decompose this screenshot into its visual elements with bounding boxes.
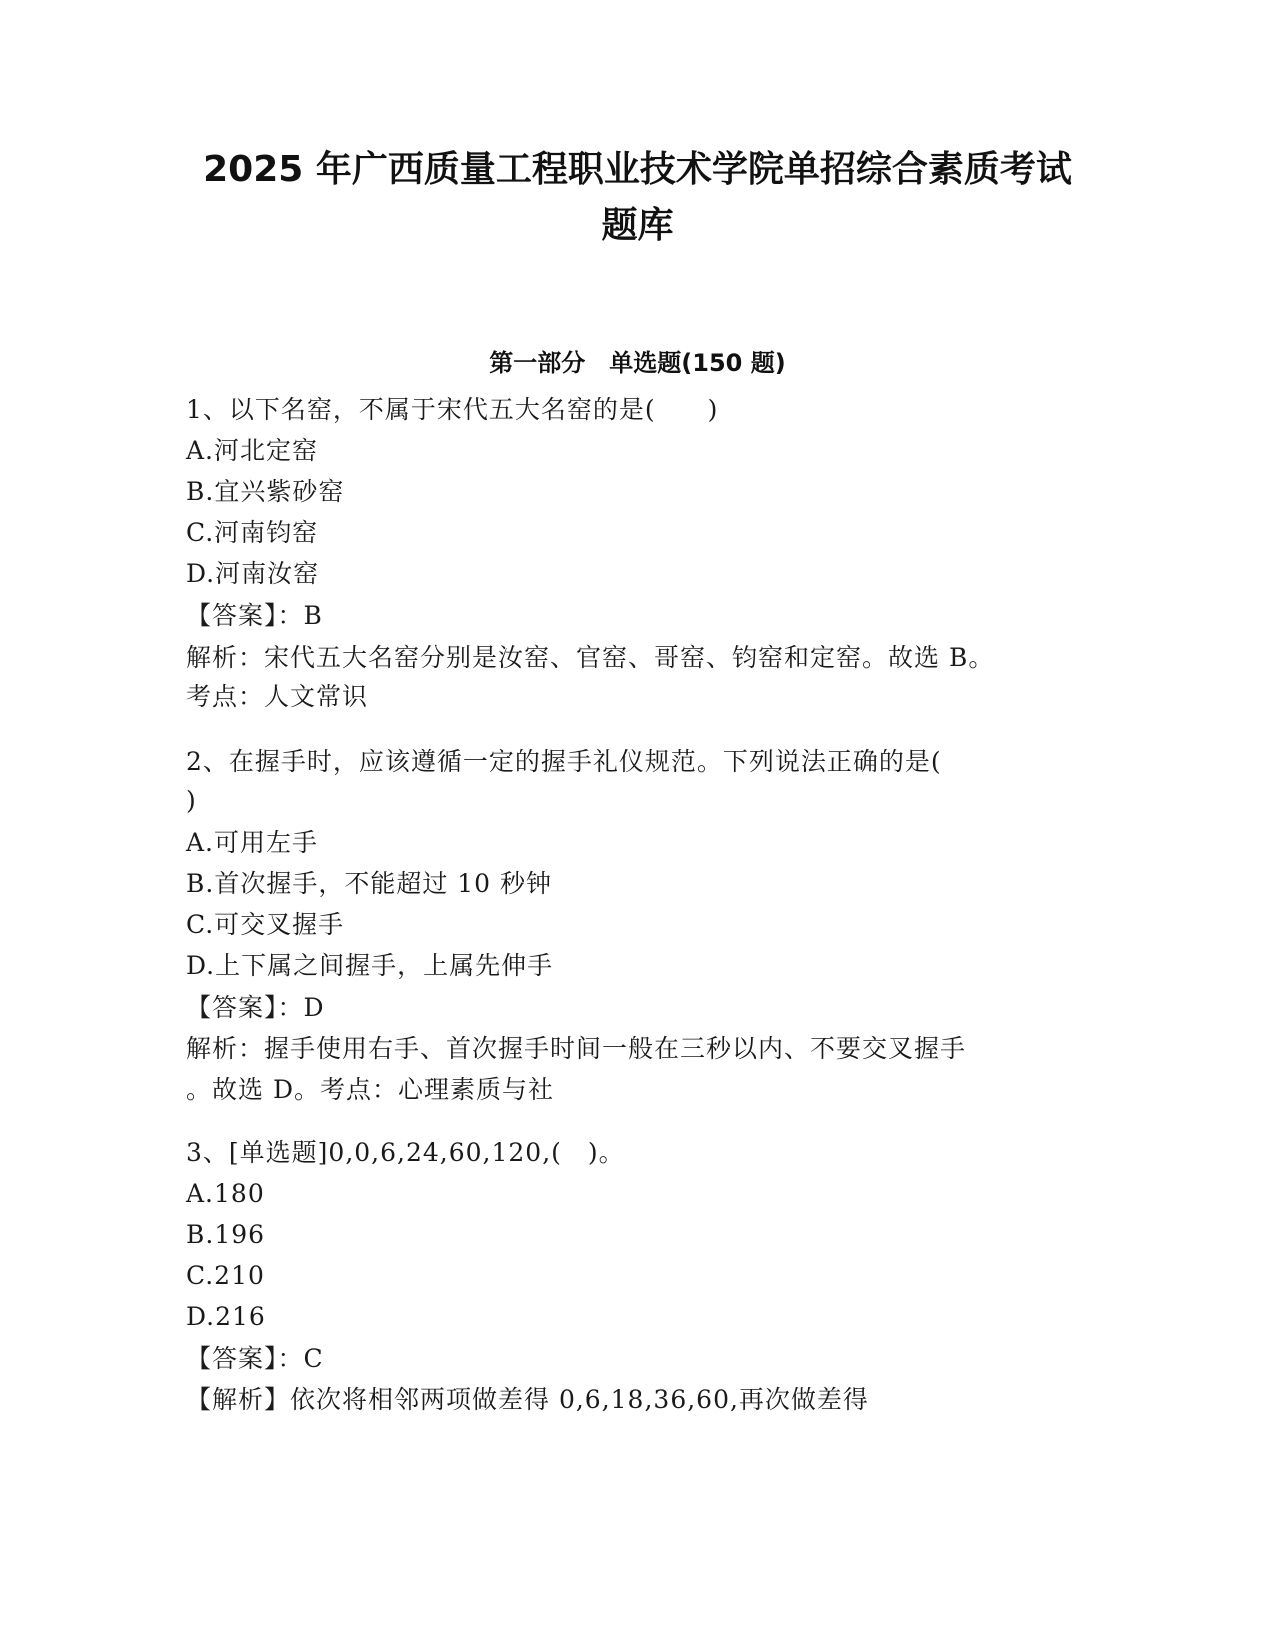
question-3-stem: 3、[单选题]0,0,6,24,60,120,( )。 — [186, 1138, 625, 1167]
question-2-analysis-continued: 。故选 D。考点：心理素质与社 — [186, 1075, 554, 1104]
question-1-option-b: B.宜兴紫砂窑 — [186, 477, 345, 506]
question-2-option-c: C.可交叉握手 — [186, 910, 345, 939]
section-title: 第一部分 单选题(150 题) — [489, 349, 786, 377]
document-title-line-2: 题库 — [601, 205, 674, 246]
question-1-stem: 1、以下名窑，不属于宋代五大名窑的是( ) — [186, 395, 719, 424]
question-2-option-d: D.上下属之间握手，上属先伸手 — [186, 951, 554, 980]
question-2-answer: 【答案】：D — [186, 993, 325, 1022]
question-3-answer: 【答案】：C — [186, 1344, 324, 1373]
question-1-analysis: 解析：宋代五大名窑分别是汝窑、官窑、哥窑、钧窑和定窑。故选 B。 — [186, 643, 995, 672]
question-2-option-a: A.可用左手 — [186, 828, 319, 857]
question-2-analysis: 解析：握手使用右手、首次握手时间一般在三秒以内、不要交叉握手 — [186, 1034, 967, 1063]
question-1-answer: 【答案】：B — [186, 601, 323, 630]
question-3-option-b: B.196 — [186, 1220, 266, 1249]
question-3-option-d: D.216 — [186, 1302, 266, 1331]
question-3-option-c: C.210 — [186, 1261, 265, 1290]
question-1-option-a: A.河北定窑 — [186, 436, 319, 465]
question-2-stem: 2、在握手时，应该遵循一定的握手礼仪规范。下列说法正确的是( — [186, 747, 942, 776]
document-title — [150, 142, 1125, 254]
question-2-stem-continued: ) — [186, 786, 197, 815]
question-1-option-c: C.河南钧窑 — [186, 518, 319, 547]
question-3-analysis: 【解析】依次将相邻两项做差得 0,6,18,36,60,再次做差得 — [186, 1385, 869, 1414]
question-3-option-a: A.180 — [186, 1179, 265, 1208]
question-1-topic: 考点：人文常识 — [186, 682, 369, 711]
question-2-option-b: B.首次握手，不能超过 10 秒钟 — [186, 869, 553, 898]
question-1-option-d: D.河南汝窑 — [186, 559, 320, 588]
document-title-line-1: 2025 年广西质量工程职业技术学院单招综合素质考试 — [203, 149, 1072, 190]
